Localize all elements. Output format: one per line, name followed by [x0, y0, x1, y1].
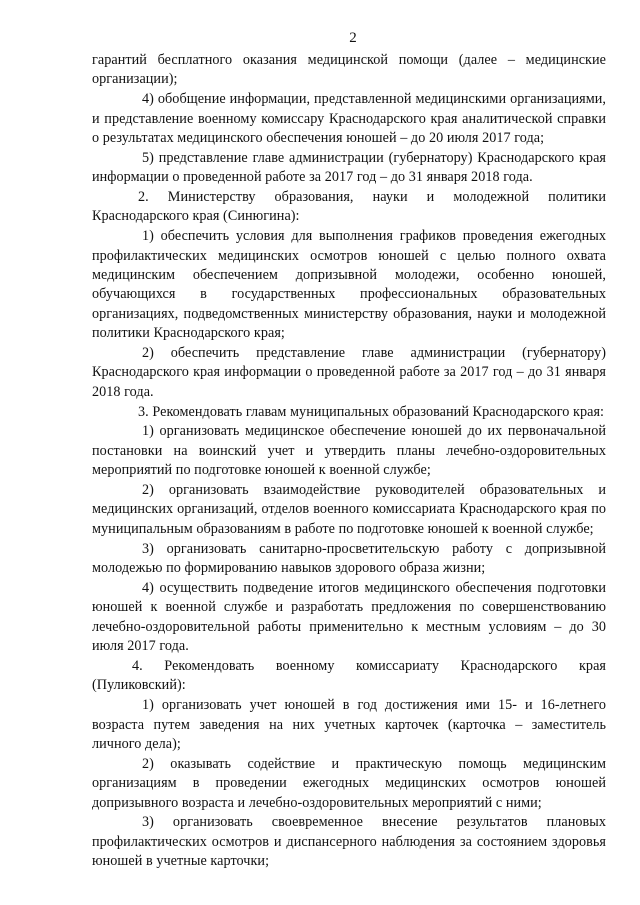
- paragraph-item: 3) организовать санитарно-просветительскую работу с допризывной молодежью по формированию навыков здорового образа жизни;: [92, 540, 606, 577]
- paragraph-item: 5) представление главе администрации (губернатору) Краснодарского края информации о проведенной работе за 2017 год – до 31 января 2018 года.: [92, 149, 606, 186]
- section-heading-2: 2. Министерству образования, науки и молодежной политики Краснодарского края (Синюгина):: [92, 189, 606, 225]
- paragraph-item: 2) обеспечить представление главе администрации (губернатору) Краснодарского края информации о проведенной работе за 2017 год – до 31 января 2018 года.: [92, 345, 606, 400]
- section-heading-3: 3. Рекомендовать главам муниципальных образований Краснодарского края:: [138, 403, 605, 420]
- paragraph-continuation: гарантий бесплатного оказания медицинской помощи (далее – медицинские организации);: [92, 52, 606, 88]
- paragraph-item: 3) организовать своевременное внесение результатов плановых профилактических осмотров и диспансерного наблюдения за состоянием здоровья юношей в учетные карточки;: [92, 814, 606, 870]
- paragraph-item: 4) осуществить подведение итогов медицинского обеспечения подготовки юношей к военной службе и разработать предложения по совершенствованию лечебно-оздоровительной работы применительно к местным условиям – до 30 июля 2017 года.: [92, 579, 606, 655]
- paragraph-item: 1) обеспечить условия для выполнения графиков проведения ежегодных профилактических медицинских осмотров юношей с целью полного охвата медицинским обеспечением допризывной молодежи, особенно юношей, обучающихся в государственных профессиональных образовательных организациях, подведомственных министерству образования, науки и молодежной политики Краснодарского края;: [92, 228, 606, 342]
- page-number: 2: [349, 30, 357, 46]
- section-heading-4: 4. Рекомендовать военному комиссариату Краснодарского края (Пуликовский):: [92, 657, 606, 694]
- paragraph-item: 1) организовать медицинское обеспечение юношей до их первоначальной постановки на воинский учет и утвердить планы лечебно-оздоровительных мероприятий по подготовке юношей к военной службе;: [92, 423, 606, 479]
- paragraph-item: 1) организовать учет юношей в год достижения ими 15- и 16-летнего возраста путем заведения на них учетных карточек (карточка – заместитель личного дела);: [92, 697, 606, 752]
- paragraph-item: 2) организовать взаимодействие руководителей образовательных и медицинских организаций, отделов военного комиссариата Краснодарского края по муниципальным образованиям в работе по подготовке юношей к военной службе;: [92, 482, 606, 537]
- paragraph-item: 4) обобщение информации, представленной медицинскими организациями, и представление военному комиссару Краснодарского края аналитической справки о результатах медицинского обеспечения юношей – до 20 июля 2017 года;: [92, 91, 606, 147]
- paragraph-item: 2) оказывать содействие и практическую помощь медицинским организациям в проведении ежегодных медицинских осмотров юношей допризывного возраста и лечебно-оздоровительных мероприятий с ними;: [92, 755, 606, 811]
